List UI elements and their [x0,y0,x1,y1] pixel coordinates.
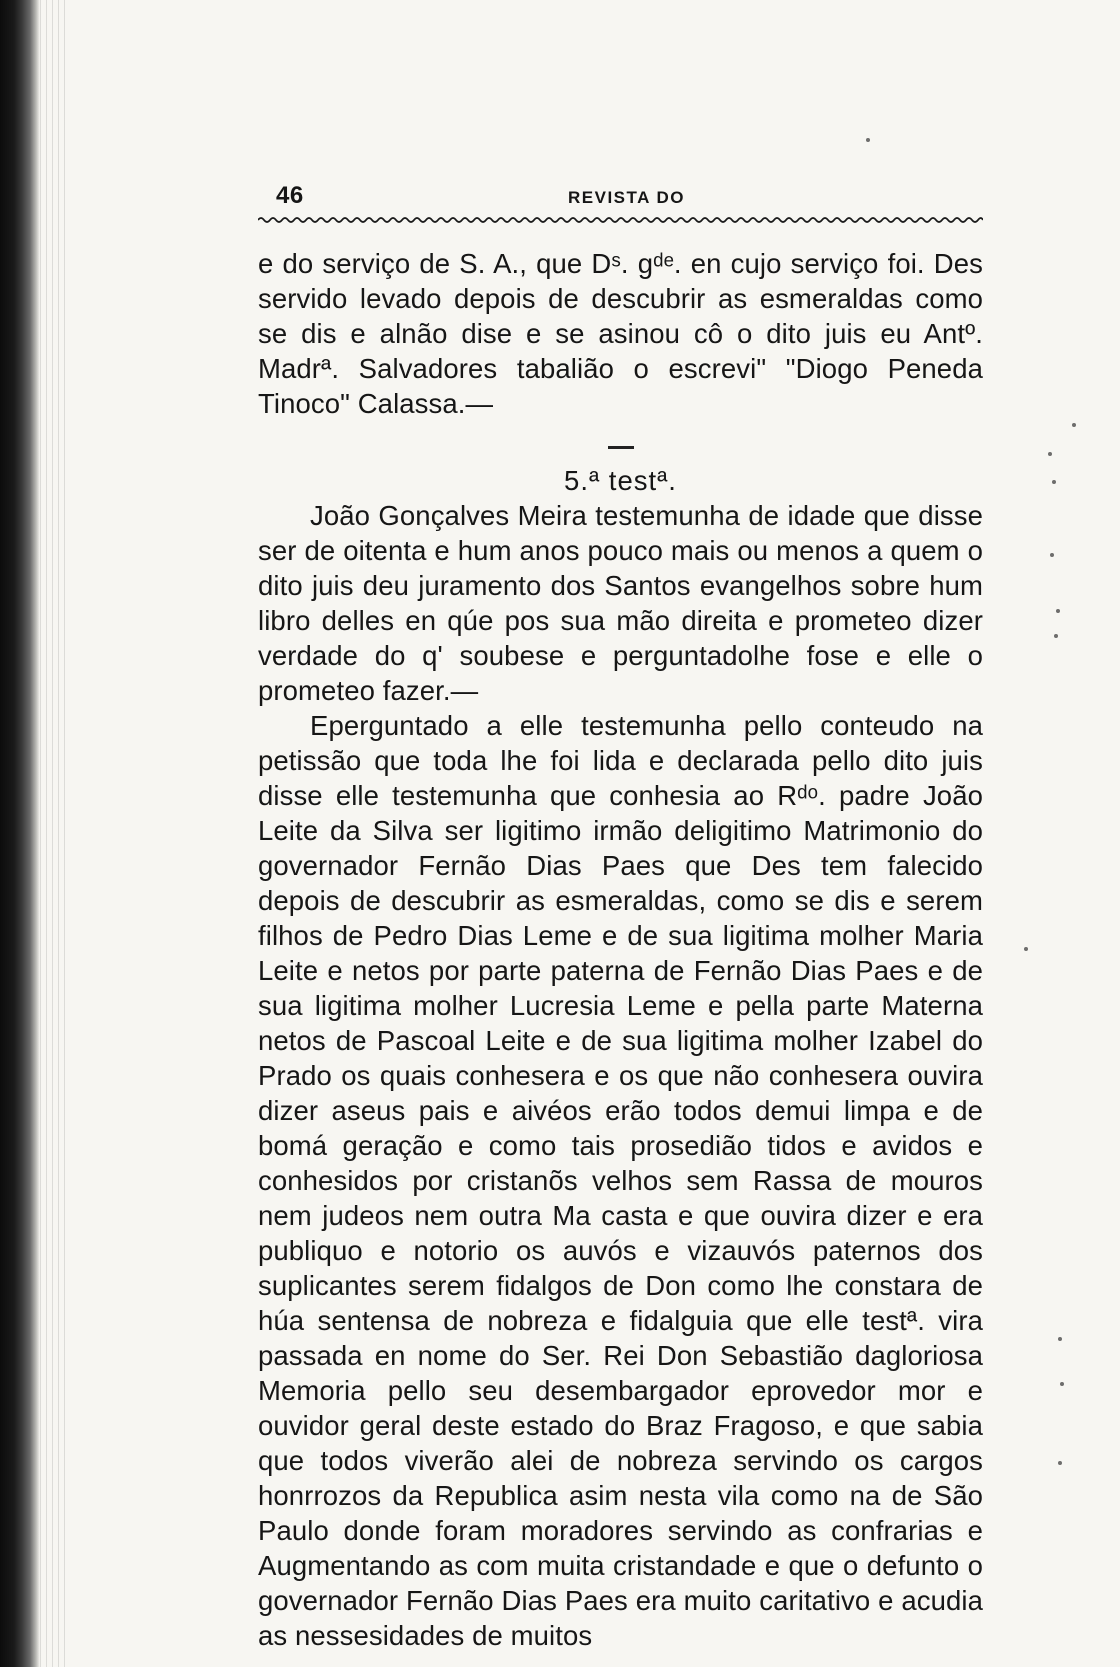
running-head [258,182,983,214]
body-text [258,246,983,1653]
paragraph-3: Eperguntado a elle testemunha pello conteudo na petissão que toda lhe foi lida e declarada pello dito juis disse elle testemunha que conhesia ao Rᵈᵒ. padre João Leite da Silva ser ligitimo irmão deligitimo Matrimonio do governador Fernão Dias Paes que Des tem falecido depois de descubrir as esmeraldas, como se dis e serem filhos de Pedro Dias Leme e de sua ligitima molher Maria Leite e netos por parte paterna de Fernão Dias Paes e de sua ligitima molher Lucresia Leme e pella parte Materna netos de Pascoal Leite e de sua ligitima molher Izabel do Prado os quais conhesera e os que não conhesera ouvira dizer aseus pais e aivéos erão todos demui limpa e de bomá geração e como tais prosedião tidos e avidos e conhesidos por cristanõs velhos sem Rassa de mouros nem judeos nem outra Ma casta e que ouvira dizer e era publiquo e notorio os auvós e vizauvós paternos dos suplicantes serem fidalgos de Don como lhe constara de húa sentensa de nobreza e fidalguia que elle testª. vira passada en nome do Ser. Rei Don Sebastião dagloriosa Memoria pello seu desembargador eprovedor mor e ouvidor geral deste estado do Braz Fragoso, e que sabia que todos viverão alei de nobreza servindo os cargos honrrozos da Republica asim nesta vila como na de São Paulo donde foram moradores servindo as confrarias e Augmentando as com muita cristandade e que o defunto o governador Fernão Dias Paes era muito caritativo e acudia as nessesidades de muitos [258,710,983,1651]
book-page [258,182,983,1653]
section-dash [608,446,634,449]
journal-title: REVISTA DO [568,188,686,207]
book-binding-edge [0,0,40,1667]
paragraph-2: João Gonçalves Meira testemunha de idade que disse ser de oitenta e hum anos pouco mais ou menos a quem o dito juis deu juramento dos Santos evangelhos sobre hum libro delles en qúe pos sua mão direita e prometeo dizer verdade do q' soubese e perguntadolhe fose e elle o prometeo fazer.— [258,500,983,706]
paragraph-1: e do serviço de S. A., que Dˢ. gᵈᵉ. en cujo serviço foi. Des servido levado depois de descubrir as esmeraldas como se dis e alnão dise e se asinou cô o dito juis eu Antº. Madrª. Salvadores tabalião o escrevi" "Diogo Peneda Tinoco" Calassa.— [258,248,983,419]
page-number: 46 [276,182,304,209]
wavy-header-rule [258,216,983,224]
section-heading: 5.ª testª. [564,465,677,496]
binding-shadow-lines [40,0,70,1667]
